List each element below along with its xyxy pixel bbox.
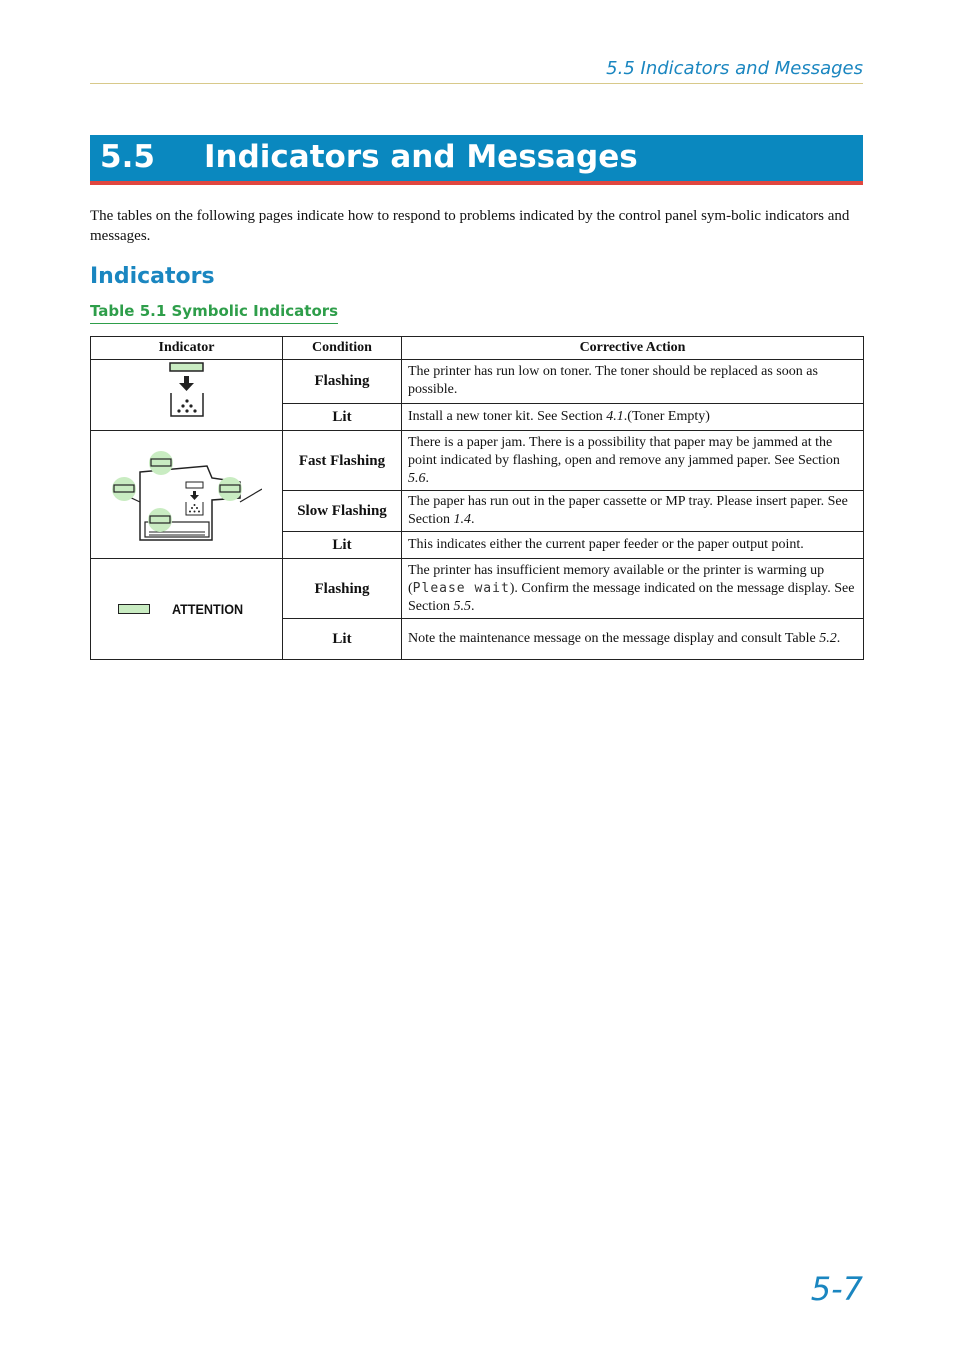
section-number: 5.5: [100, 139, 155, 175]
section-reference: 5.2: [819, 631, 837, 646]
action-cell: The printer has run low on toner. The toner should be replaced as soon as possible.: [402, 360, 864, 404]
table-caption: Table 5.1 Symbolic Indicators: [90, 302, 338, 324]
section-title: Indicators and Messages: [204, 139, 638, 175]
printer-paper-path-icon: [112, 442, 262, 542]
intro-paragraph: The tables on the following pages indicate how to respond to problems indicated by the control panel sym-bolic indicators and messages.: [90, 208, 850, 244]
action-cell: There is a paper jam. There is a possibility that paper may be jammed at the point indicated by flashing, open and remove any jammed paper. See Section 5.6.: [402, 431, 864, 491]
condition-cell: Flashing: [283, 559, 402, 619]
toner-icon: [157, 361, 217, 423]
symbolic-indicators-table: [90, 336, 864, 660]
condition-cell: Slow Flashing: [283, 491, 402, 532]
condition-cell: Lit: [283, 403, 402, 430]
display-message-code: Please wait: [412, 580, 510, 596]
action-cell: Install a new toner kit. See Section 4.1.(Toner Empty): [402, 403, 864, 430]
condition-cell: Fast Flashing: [283, 431, 402, 491]
paper-jam-indicator-icon: [91, 431, 283, 559]
action-cell: The paper has run out in the paper cassette or MP tray. Please insert paper. See Section 1.4.: [402, 491, 864, 532]
table-row: [91, 360, 864, 404]
section-reference: 1.4: [453, 512, 471, 527]
attention-indicator: [91, 559, 283, 660]
page-number: 5-7: [810, 1270, 863, 1308]
table-row: [91, 559, 864, 619]
table-row: [91, 431, 864, 491]
header-indicator: Indicator: [91, 337, 283, 360]
action-cell: The printer has insufficient memory available or the printer is warming up (Please wait). Confirm the message indicated on the message display. See Section 5.5.: [402, 559, 864, 619]
header-rule: [90, 83, 863, 84]
section-reference: 5.5: [453, 598, 471, 614]
header-corrective-action: Corrective Action: [402, 337, 864, 360]
toner-indicator-icon: [91, 360, 283, 431]
running-header: 5.5 Indicators and Messages: [606, 58, 863, 79]
section-banner: [90, 135, 863, 185]
condition-cell: Lit: [283, 532, 402, 559]
attention-label: ATTENTION: [171, 601, 244, 617]
section-reference: 4.1: [606, 408, 624, 424]
condition-cell: Lit: [283, 619, 402, 660]
table-header-row: [91, 337, 864, 360]
header-condition: Condition: [283, 337, 402, 360]
section-reference: 5.6: [408, 470, 426, 486]
subheading-indicators: Indicators: [90, 264, 215, 289]
action-cell: This indicates either the current paper feeder or the paper output point.: [402, 532, 864, 559]
action-cell: Note the maintenance message on the message display and consult Table 5.2.: [402, 619, 864, 660]
condition-cell: Flashing: [283, 360, 402, 404]
attention-lamp-icon: [118, 604, 150, 614]
